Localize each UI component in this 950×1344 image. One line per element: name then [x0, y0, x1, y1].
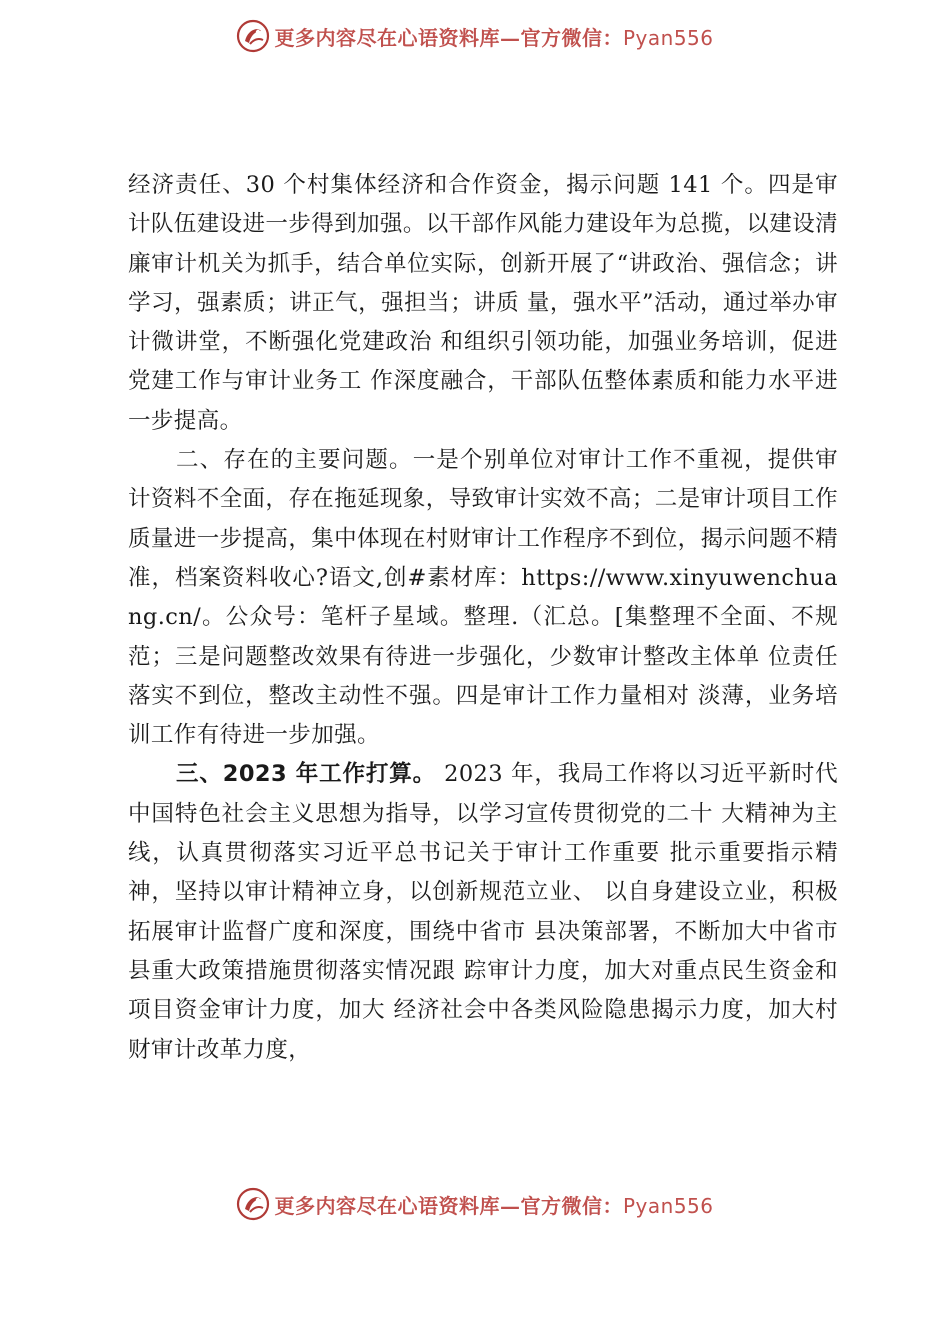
logo-icon [236, 19, 270, 53]
footer-banner [0, 1182, 950, 1226]
section-heading: 三、2023 年工作打算。 [176, 761, 437, 788]
paragraph-3-text: 2023 年，我局工作将以习近平新时代中国特色社会主义思想为指导，以学习宣传贯彻党的二十 大精神为主线，认真贯彻落实习近平总书记关于审计工作重要 批示重要指示精神，坚持以审计精神立身，以创新规范立业、 以自身建设立业，积极拓展审计监督广度和深度，围绕中省市 县决策部署，不断加大中省市县重大政策措施贯彻落实情况跟 踪审计力度，加大对重点民生资金和项目资金审计力度，加大 经济社会中各类风险隐患揭示力度，加大村财审计改革力度， [128, 761, 838, 1063]
paragraph-2: 二、存在的主要问题。一是个别单位对审计工作不重视，提供审计资料不全面，存在拖延现象，导致审计实效不高；二是审计项目工作质量进一步提高，集中体现在村财审计工作程序不到位，揭示问题不精准，档案资料收心?语文,创#素材库：https://www.xinyuwenchuang.cn/。公众号：笔杆子星域。整理.（汇总。[集整理不全面、不规 范；三是问题整改效果有待进一步强化，少数审计整改主体单 位责任落实不到位，整改主动性不强。四是审计工作力量相对 淡薄，业务培训工作有待进一步加强。 [128, 447, 838, 749]
banner-slogan: 更多内容尽在心语资料库—官方微信： [274, 25, 623, 50]
banner-slogan: 更多内容尽在心语资料库—官方微信： [274, 1193, 623, 1218]
banner-text [274, 22, 713, 51]
paragraph-3 [128, 755, 838, 1069]
document-body [128, 166, 838, 1070]
wechat-id: Pyan556 [622, 25, 714, 50]
logo-icon [236, 1187, 270, 1221]
paragraph-1: 经济责任、30 个村集体经济和合作资金，揭示问题 141 个。四是审计队伍建设进一步得到加强。以干部作风能力建设年为总揽，以建设清廉审计机关为抓手，结合单位实际，创新开展了“讲政治、强信念；讲学习，强素质；讲正气，强担当；讲质 量，强水平”活动，通过举办审计微讲堂，不断强化党建政治 和组织引领功能，加强业务培训，促进党建工作与审计业务工 作深度融合，干部队伍整体素质和能力水平进一步提高。 [128, 172, 838, 434]
header-banner [0, 14, 950, 58]
banner-text [274, 1190, 713, 1219]
wechat-id: Pyan556 [622, 1193, 714, 1218]
